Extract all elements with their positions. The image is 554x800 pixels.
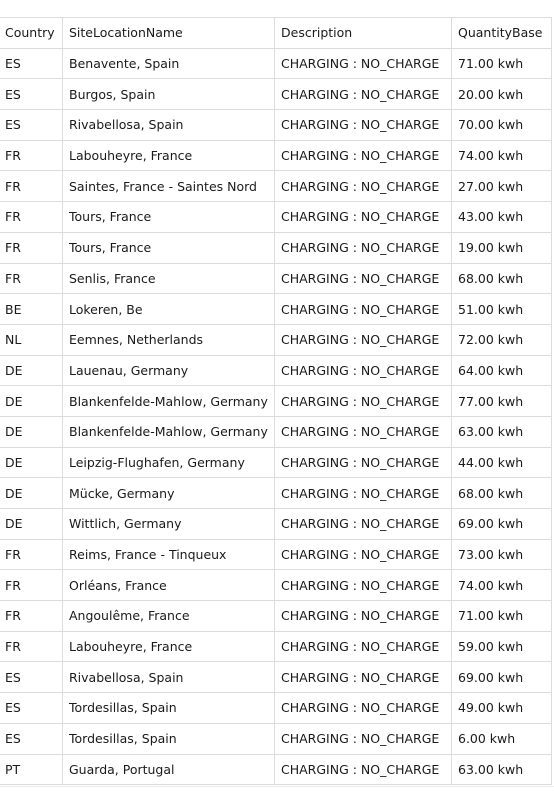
description-cell: CHARGING : NO_CHARGE — [275, 140, 452, 171]
site-location-cell: Tours, France — [63, 202, 275, 233]
country-cell: FR — [0, 202, 63, 233]
description-cell: CHARGING : NO_CHARGE — [275, 263, 452, 294]
description-cell: CHARGING : NO_CHARGE — [275, 416, 452, 447]
country-cell: ES — [0, 110, 63, 141]
country-cell: FR — [0, 232, 63, 263]
table-row — [0, 324, 552, 355]
country-cell: DE — [0, 355, 63, 386]
table-row — [0, 48, 552, 79]
table-row — [0, 447, 552, 478]
quantity-cell: 6.00 kwh — [452, 723, 552, 754]
quantity-cell: 63.00 kwh — [452, 754, 552, 785]
description-cell: CHARGING : NO_CHARGE — [275, 570, 452, 601]
site-location-cell: Rivabellosa, Spain — [63, 662, 275, 693]
description-cell: CHARGING : NO_CHARGE — [275, 232, 452, 263]
description-cell: CHARGING : NO_CHARGE — [275, 171, 452, 202]
site-location-cell: Tours, France — [63, 232, 275, 263]
table-row — [0, 754, 552, 785]
country-cell: FR — [0, 601, 63, 632]
description-cell: CHARGING : NO_CHARGE — [275, 601, 452, 632]
quantity-cell: 69.00 kwh — [452, 662, 552, 693]
site-location-cell: Senlis, France — [63, 263, 275, 294]
quantity-cell: 19.00 kwh — [452, 232, 552, 263]
description-cell: CHARGING : NO_CHARGE — [275, 79, 452, 110]
site-location-cell: Benavente, Spain — [63, 48, 275, 79]
description-cell: CHARGING : NO_CHARGE — [275, 324, 452, 355]
description-cell: CHARGING : NO_CHARGE — [275, 294, 452, 325]
quantity-cell: 71.00 kwh — [452, 48, 552, 79]
site-location-cell: Wittlich, Germany — [63, 509, 275, 540]
country-cell: FR — [0, 171, 63, 202]
table-row — [0, 570, 552, 601]
header-row — [0, 18, 552, 49]
quantity-cell: 73.00 kwh — [452, 539, 552, 570]
table-row — [0, 202, 552, 233]
description-cell: CHARGING : NO_CHARGE — [275, 478, 452, 509]
table-header — [0, 18, 552, 49]
quantity-cell: 68.00 kwh — [452, 478, 552, 509]
quantity-cell: 68.00 kwh — [452, 263, 552, 294]
table-row — [0, 539, 552, 570]
country-cell: DE — [0, 509, 63, 540]
table-row — [0, 662, 552, 693]
site-location-cell: Orléans, France — [63, 570, 275, 601]
site-location-cell: Burgos, Spain — [63, 79, 275, 110]
quantity-cell: 63.00 kwh — [452, 416, 552, 447]
quantity-cell: 69.00 kwh — [452, 509, 552, 540]
description-cell: CHARGING : NO_CHARGE — [275, 723, 452, 754]
column-header-site-location-name: SiteLocationName — [63, 18, 275, 49]
description-cell: CHARGING : NO_CHARGE — [275, 754, 452, 785]
site-location-cell: Tordesillas, Spain — [63, 723, 275, 754]
table-row — [0, 416, 552, 447]
country-cell: FR — [0, 631, 63, 662]
country-cell: PT — [0, 754, 63, 785]
table-row — [0, 171, 552, 202]
table-row — [0, 355, 552, 386]
country-cell: NL — [0, 324, 63, 355]
country-cell: ES — [0, 79, 63, 110]
site-location-cell: Leipzig-Flughafen, Germany — [63, 447, 275, 478]
quantity-cell: 43.00 kwh — [452, 202, 552, 233]
site-location-cell: Labouheyre, France — [63, 631, 275, 662]
site-location-cell: Lokeren, Be — [63, 294, 275, 325]
description-cell: CHARGING : NO_CHARGE — [275, 447, 452, 478]
charging-sessions-table — [0, 17, 552, 785]
country-cell: FR — [0, 539, 63, 570]
quantity-cell: 51.00 kwh — [452, 294, 552, 325]
site-location-cell: Angoulême, France — [63, 601, 275, 632]
table-row — [0, 79, 552, 110]
site-location-cell: Reims, France - Tinqueux — [63, 539, 275, 570]
quantity-cell: 74.00 kwh — [452, 570, 552, 601]
country-cell: DE — [0, 386, 63, 417]
site-location-cell: Blankenfelde-Mahlow, Germany — [63, 416, 275, 447]
country-cell: ES — [0, 662, 63, 693]
country-cell: ES — [0, 723, 63, 754]
quantity-cell: 20.00 kwh — [452, 79, 552, 110]
description-cell: CHARGING : NO_CHARGE — [275, 509, 452, 540]
site-location-cell: Saintes, France - Saintes Nord — [63, 171, 275, 202]
table-bottom-divider — [0, 786, 554, 787]
table-row — [0, 263, 552, 294]
country-cell: BE — [0, 294, 63, 325]
description-cell: CHARGING : NO_CHARGE — [275, 631, 452, 662]
country-cell: ES — [0, 693, 63, 724]
table-row — [0, 478, 552, 509]
country-cell: FR — [0, 263, 63, 294]
quantity-cell: 49.00 kwh — [452, 693, 552, 724]
column-header-quantity-base: QuantityBase — [452, 18, 552, 49]
quantity-cell: 44.00 kwh — [452, 447, 552, 478]
site-location-cell: Eemnes, Netherlands — [63, 324, 275, 355]
description-cell: CHARGING : NO_CHARGE — [275, 110, 452, 141]
site-location-cell: Labouheyre, France — [63, 140, 275, 171]
column-header-description: Description — [275, 18, 452, 49]
table-row — [0, 601, 552, 632]
description-cell: CHARGING : NO_CHARGE — [275, 386, 452, 417]
site-location-cell: Rivabellosa, Spain — [63, 110, 275, 141]
country-cell: DE — [0, 478, 63, 509]
quantity-cell: 70.00 kwh — [452, 110, 552, 141]
site-location-cell: Tordesillas, Spain — [63, 693, 275, 724]
site-location-cell: Blankenfelde-Mahlow, Germany — [63, 386, 275, 417]
description-cell: CHARGING : NO_CHARGE — [275, 662, 452, 693]
site-location-cell: Lauenau, Germany — [63, 355, 275, 386]
table-row — [0, 723, 552, 754]
table-row — [0, 386, 552, 417]
country-cell: ES — [0, 48, 63, 79]
description-cell: CHARGING : NO_CHARGE — [275, 355, 452, 386]
table-row — [0, 509, 552, 540]
table-row — [0, 110, 552, 141]
table-row — [0, 693, 552, 724]
table-row — [0, 140, 552, 171]
description-cell: CHARGING : NO_CHARGE — [275, 48, 452, 79]
country-cell: DE — [0, 447, 63, 478]
description-cell: CHARGING : NO_CHARGE — [275, 202, 452, 233]
quantity-cell: 59.00 kwh — [452, 631, 552, 662]
quantity-cell: 74.00 kwh — [452, 140, 552, 171]
country-cell: DE — [0, 416, 63, 447]
country-cell: FR — [0, 140, 63, 171]
quantity-cell: 27.00 kwh — [452, 171, 552, 202]
table-body — [0, 48, 552, 785]
table-row — [0, 631, 552, 662]
column-header-country: Country — [0, 18, 63, 49]
site-location-cell: Guarda, Portugal — [63, 754, 275, 785]
table-row — [0, 294, 552, 325]
description-cell: CHARGING : NO_CHARGE — [275, 539, 452, 570]
quantity-cell: 64.00 kwh — [452, 355, 552, 386]
quantity-cell: 71.00 kwh — [452, 601, 552, 632]
description-cell: CHARGING : NO_CHARGE — [275, 693, 452, 724]
site-location-cell: Mücke, Germany — [63, 478, 275, 509]
country-cell: FR — [0, 570, 63, 601]
quantity-cell: 72.00 kwh — [452, 324, 552, 355]
table-row — [0, 232, 552, 263]
quantity-cell: 77.00 kwh — [452, 386, 552, 417]
